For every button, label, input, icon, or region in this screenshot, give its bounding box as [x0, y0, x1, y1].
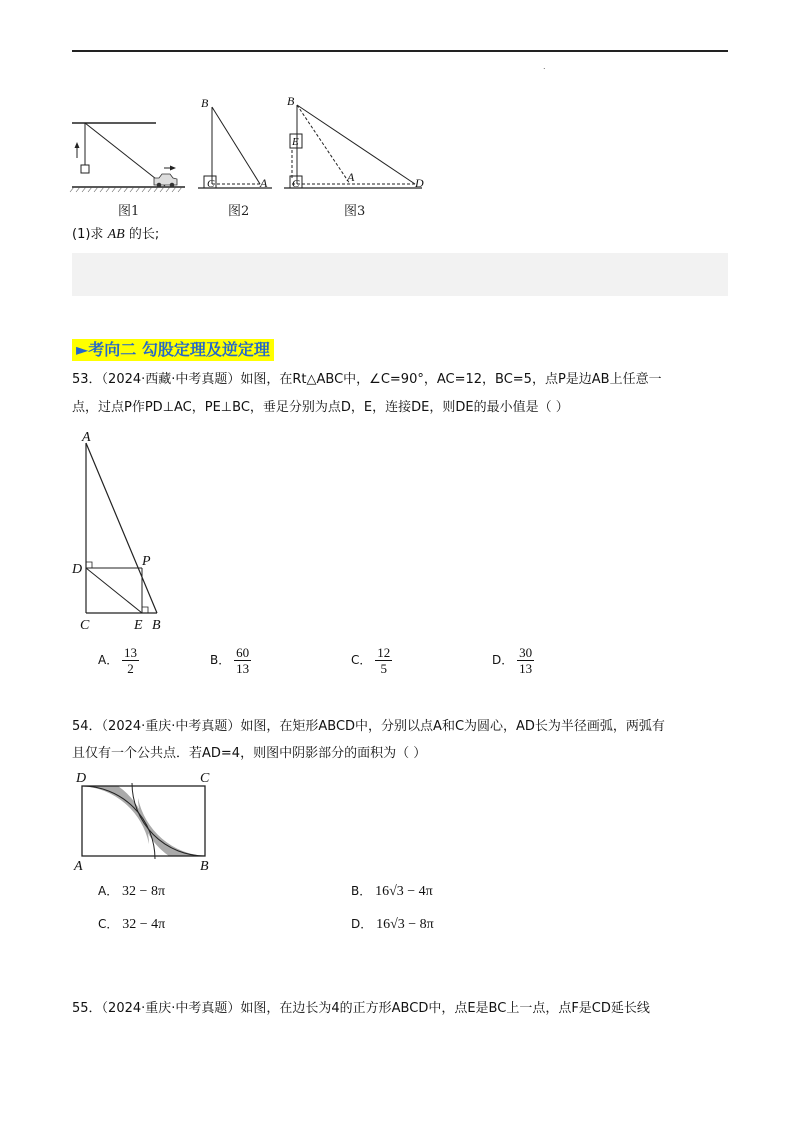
fig3-label-d: D — [415, 176, 424, 190]
q53-option-d[interactable] — [492, 645, 534, 676]
q54-option-c-expr: 32 − 4π — [122, 917, 166, 932]
q53-option-a-letter: A． — [98, 653, 119, 667]
q54-option-a-letter: A． — [98, 884, 119, 898]
q53-option-c-letter: C． — [351, 653, 372, 667]
q53-option-b-fraction — [234, 645, 251, 676]
q54-label-a: A — [74, 859, 83, 872]
fig3-label-b: B — [287, 94, 295, 108]
q53-label-b: B — [152, 618, 161, 633]
part1-math: AB — [107, 227, 125, 242]
q53-label-d: D — [72, 562, 83, 577]
q54-option-c[interactable] — [98, 915, 165, 933]
fig3-label-a: A — [347, 170, 355, 184]
q54-label-d: D — [76, 771, 87, 786]
q53-line-1: 53．（2024·西藏·中考真题）如图，在Rt△ABC中，∠C=90°，AC=12，BC=5，点P是边AB上任意一 — [72, 372, 662, 387]
figure-3-caption: 图3 — [344, 204, 366, 219]
q54-option-a-expr: 32 − 8π — [122, 884, 166, 899]
q54-option-a[interactable] — [98, 882, 165, 900]
q54-option-d-expr: 16√3 − 8π — [376, 917, 434, 932]
q54-figure — [72, 768, 222, 872]
fig3-label-c: C — [292, 178, 300, 190]
part1-prefix: (1)求 — [72, 227, 104, 242]
q53-line-2: 点，过点P作PD⊥AC，PE⊥BC，垂足分别为点D，E，连接DE，则DE的最小值是（ ） — [72, 400, 569, 415]
figures-1-3 — [60, 90, 440, 200]
q54-option-b[interactable] — [351, 882, 433, 900]
figure-2-caption: 图2 — [228, 204, 250, 219]
q54-option-d-letter: D． — [351, 917, 373, 931]
q53-option-b[interactable] — [210, 645, 251, 676]
q53-option-d-letter: D． — [492, 653, 514, 667]
fig2-label-a: A — [260, 176, 268, 190]
header-rule — [72, 50, 728, 52]
q53-option-a[interactable] — [98, 645, 139, 676]
numerator: 13 — [124, 645, 138, 660]
q53-label-c: C — [80, 618, 90, 633]
q54-option-c-letter: C． — [98, 917, 119, 931]
q53-option-b-letter: B． — [210, 653, 231, 667]
figure-1-caption: 图1 — [118, 204, 140, 219]
fig3-label-e: E — [292, 136, 299, 148]
figure-1-diagram — [70, 123, 185, 192]
q53-label-p: P — [142, 554, 151, 569]
q53-label-e: E — [134, 618, 143, 633]
fig2-label-c: C — [207, 178, 215, 190]
q54-option-d[interactable] — [351, 915, 434, 933]
section-heading: ►考向二 勾股定理及逆定理 — [72, 339, 274, 361]
part1-suffix: 的长; — [128, 227, 160, 242]
figure-2-diagram — [198, 96, 272, 190]
q54-line-1: 54．（2024·重庆·中考真题）如图，在矩形ABCD中，分别以点A和C为圆心，AD长为半径画弧，两弧有 — [72, 719, 665, 734]
header-dot: . — [543, 62, 546, 71]
figure-3-diagram — [284, 94, 424, 190]
denominator: 5 — [380, 661, 387, 676]
prev-question-part1 — [72, 222, 159, 248]
denominator: 13 — [236, 661, 250, 676]
q55-line-1: 55．（2024·重庆·中考真题）如图，在边长为4的正方形ABCD中，点E是BC上一点，点F是CD延长线 — [72, 1001, 650, 1016]
numerator: 30 — [519, 645, 533, 660]
q53-option-d-fraction — [517, 645, 534, 676]
q54-line-2: 且仅有一个公共点．若AD=4，则图中阴影部分的面积为（ ） — [72, 746, 427, 761]
q54-label-b: B — [200, 859, 209, 872]
numerator: 12 — [377, 645, 391, 660]
q54-option-b-letter: B． — [351, 884, 372, 898]
q53-option-c-fraction — [375, 645, 392, 676]
q53-figure — [66, 425, 176, 635]
q53-option-a-fraction — [122, 645, 139, 676]
denominator: 13 — [519, 661, 533, 676]
q54-option-b-expr: 16√3 − 4π — [375, 884, 433, 899]
q53-label-a: A — [82, 430, 91, 445]
numerator: 60 — [236, 645, 250, 660]
fig2-label-b: B — [201, 96, 209, 110]
q53-option-c[interactable] — [351, 645, 392, 676]
q54-label-c: C — [200, 771, 210, 786]
denominator: 2 — [127, 661, 134, 676]
answer-box[interactable] — [72, 253, 728, 296]
